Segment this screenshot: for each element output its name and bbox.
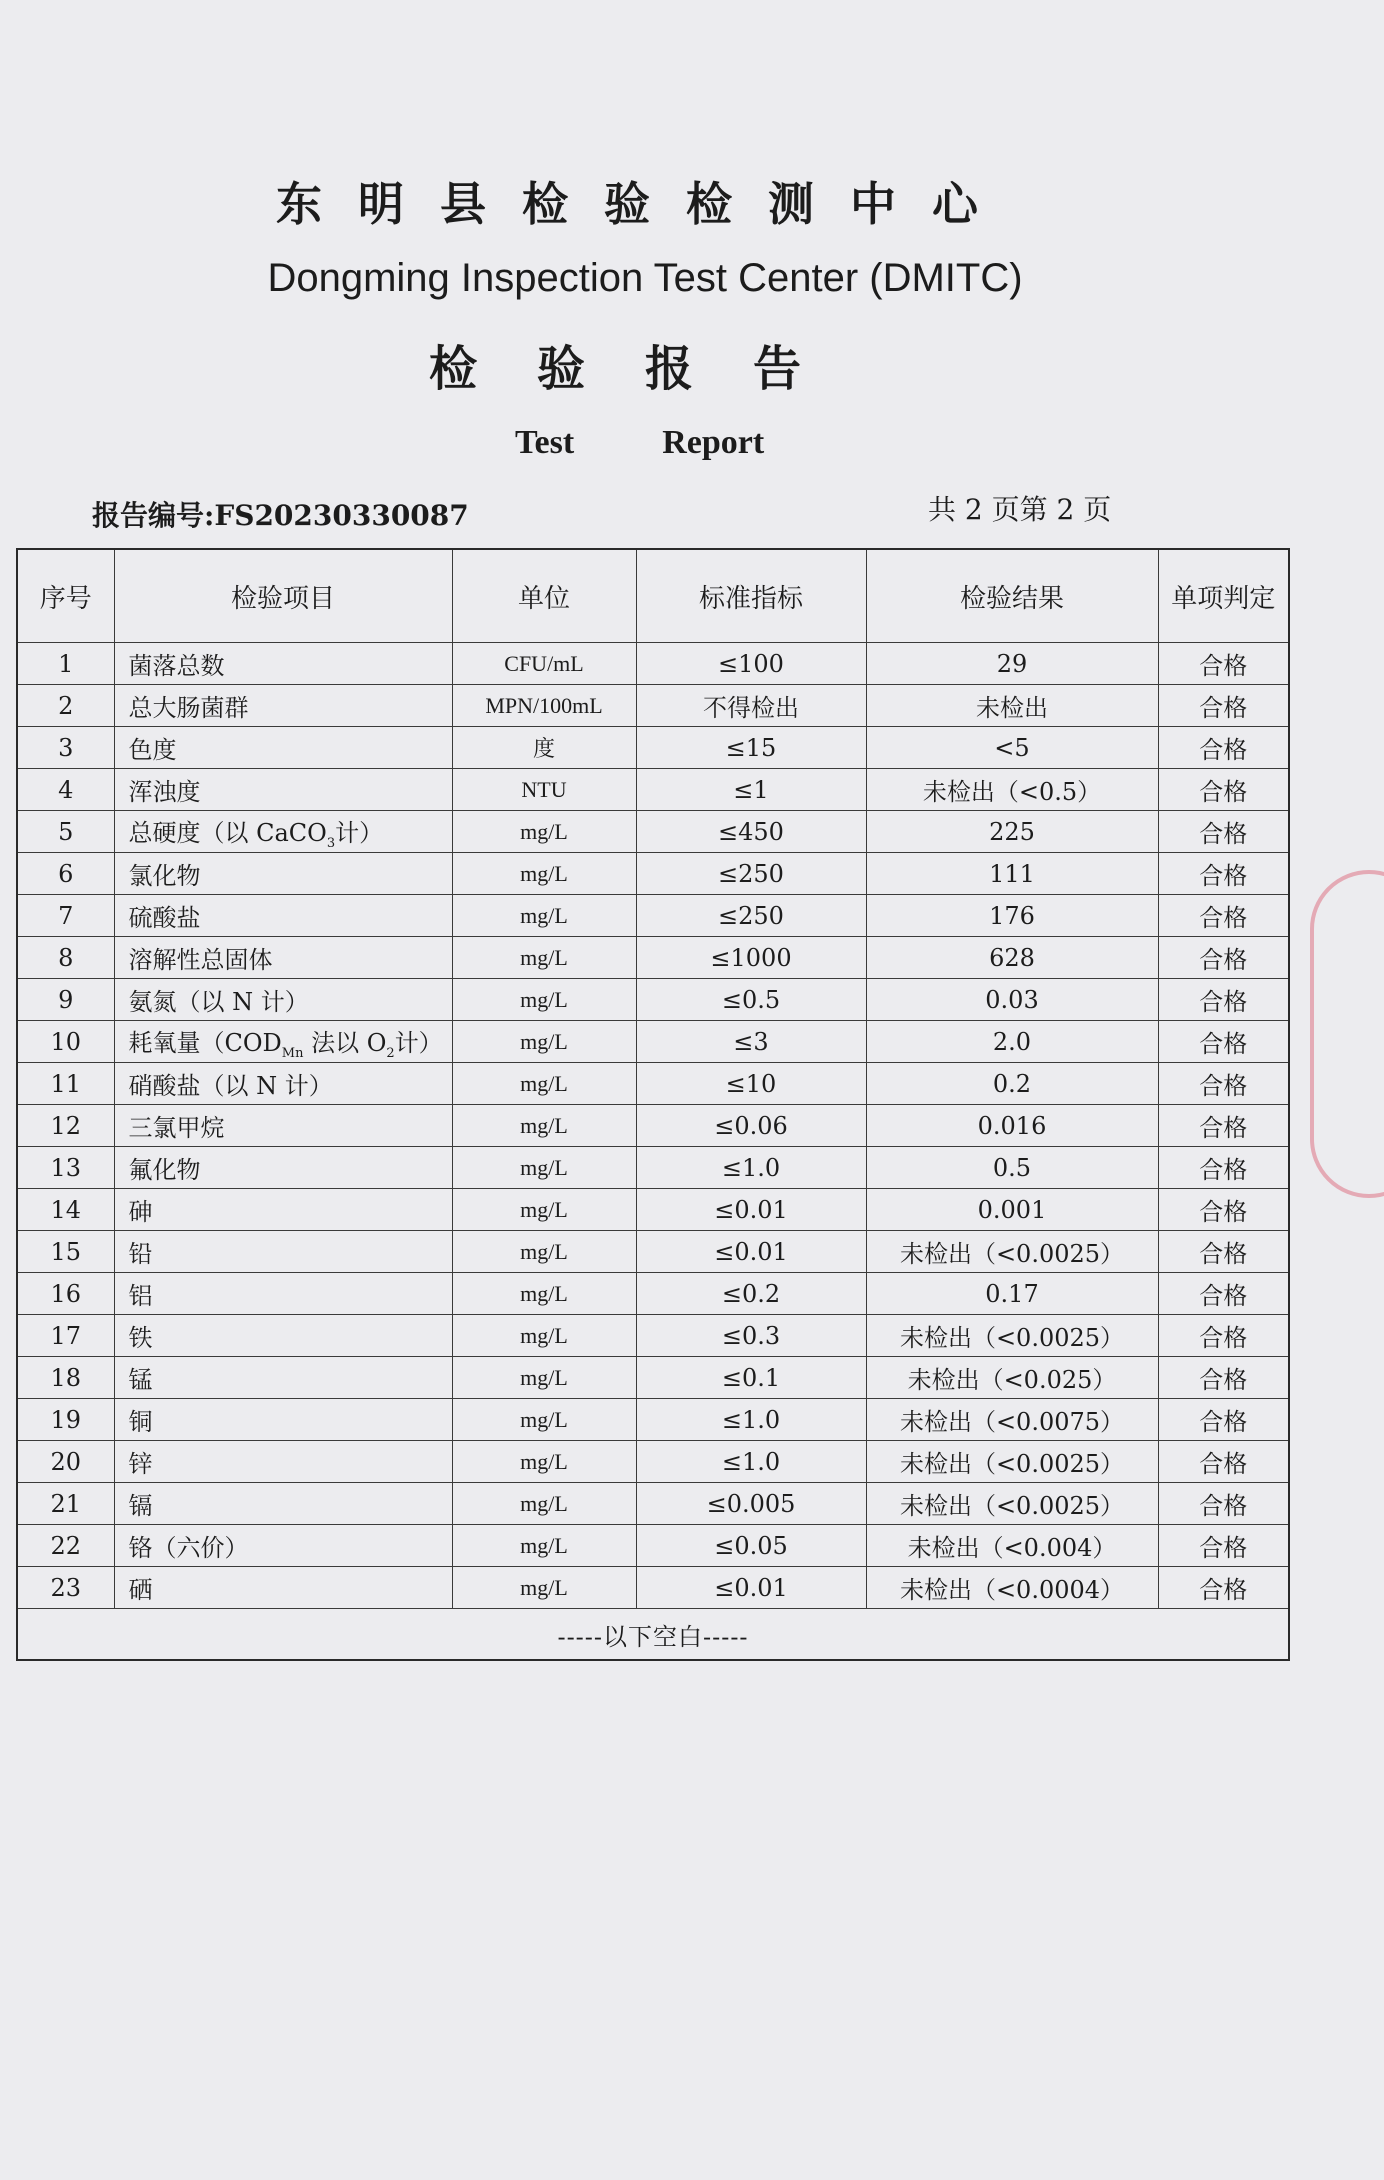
unit: mg/L bbox=[452, 1231, 636, 1273]
test-item: 锌 bbox=[114, 1441, 452, 1483]
table-footer-row bbox=[17, 1609, 1289, 1661]
unit: mg/L bbox=[452, 1483, 636, 1525]
table-row bbox=[17, 979, 1289, 1021]
test-result: 未检出（<0.0025） bbox=[866, 1483, 1158, 1525]
row-number: 7 bbox=[17, 895, 114, 937]
table-row bbox=[17, 727, 1289, 769]
table-row bbox=[17, 1231, 1289, 1273]
test-item bbox=[114, 811, 452, 853]
unit: 度 bbox=[452, 727, 636, 769]
unit: CFU/mL bbox=[452, 643, 636, 685]
unit: mg/L bbox=[452, 1315, 636, 1357]
table-row bbox=[17, 1105, 1289, 1147]
report-title-en-word-2: Report bbox=[662, 424, 765, 461]
test-result: 未检出（<0.0025） bbox=[866, 1441, 1158, 1483]
report-number-value: FS20230330087 bbox=[214, 499, 469, 532]
row-number: 10 bbox=[17, 1021, 114, 1063]
test-item: 锰 bbox=[114, 1357, 452, 1399]
test-result: 未检出（<0.0025） bbox=[866, 1315, 1158, 1357]
table-row bbox=[17, 1483, 1289, 1525]
standard-limit: ≤0.2 bbox=[636, 1273, 866, 1315]
test-result: <5 bbox=[866, 727, 1158, 769]
test-result: 未检出（<0.5） bbox=[866, 769, 1158, 811]
unit: mg/L bbox=[452, 1441, 636, 1483]
row-number: 19 bbox=[17, 1399, 114, 1441]
report-title-en-word-1: Test bbox=[515, 424, 575, 461]
org-title-cn: 东明县检验检测中心 bbox=[276, 177, 1014, 231]
unit: mg/L bbox=[452, 1105, 636, 1147]
table-row bbox=[17, 1273, 1289, 1315]
standard-limit: ≤100 bbox=[636, 643, 866, 685]
col-header-result: 检验结果 bbox=[866, 549, 1158, 643]
test-item-part: 3 bbox=[326, 835, 336, 851]
standard-limit: ≤0.01 bbox=[636, 1567, 866, 1609]
test-result: 未检出（<0.0075） bbox=[866, 1399, 1158, 1441]
table-row bbox=[17, 853, 1289, 895]
standard-limit: ≤0.05 bbox=[636, 1525, 866, 1567]
test-result: 未检出 bbox=[866, 685, 1158, 727]
row-number: 12 bbox=[17, 1105, 114, 1147]
verdict: 合格 bbox=[1158, 1189, 1289, 1231]
table-row bbox=[17, 1147, 1289, 1189]
row-number: 3 bbox=[17, 727, 114, 769]
test-item: 氯化物 bbox=[114, 853, 452, 895]
unit: mg/L bbox=[452, 1399, 636, 1441]
row-number: 13 bbox=[17, 1147, 114, 1189]
row-number: 5 bbox=[17, 811, 114, 853]
standard-limit: ≤250 bbox=[636, 895, 866, 937]
standard-limit: ≤0.06 bbox=[636, 1105, 866, 1147]
unit: mg/L bbox=[452, 1567, 636, 1609]
blank-below-note: -----以下空白----- bbox=[17, 1609, 1289, 1661]
row-number: 23 bbox=[17, 1567, 114, 1609]
standard-limit: ≤1.0 bbox=[636, 1399, 866, 1441]
row-number: 6 bbox=[17, 853, 114, 895]
test-item: 氟化物 bbox=[114, 1147, 452, 1189]
unit: mg/L bbox=[452, 937, 636, 979]
table-row bbox=[17, 1567, 1289, 1609]
standard-limit: 不得检出 bbox=[636, 685, 866, 727]
test-item: 砷 bbox=[114, 1189, 452, 1231]
verdict: 合格 bbox=[1158, 1105, 1289, 1147]
table-row bbox=[17, 1357, 1289, 1399]
table-row bbox=[17, 937, 1289, 979]
verdict: 合格 bbox=[1158, 1399, 1289, 1441]
test-result: 176 bbox=[866, 895, 1158, 937]
row-number: 1 bbox=[17, 643, 114, 685]
test-result: 0.5 bbox=[866, 1147, 1158, 1189]
report-number-label: 报告编号: bbox=[92, 499, 215, 532]
verdict: 合格 bbox=[1158, 1315, 1289, 1357]
test-result: 29 bbox=[866, 643, 1158, 685]
report-title-cn: 检验报告 bbox=[428, 341, 861, 397]
unit: MPN/100mL bbox=[452, 685, 636, 727]
unit: mg/L bbox=[452, 979, 636, 1021]
table-row bbox=[17, 1441, 1289, 1483]
row-number: 11 bbox=[17, 1063, 114, 1105]
verdict: 合格 bbox=[1158, 853, 1289, 895]
verdict: 合格 bbox=[1158, 685, 1289, 727]
verdict: 合格 bbox=[1158, 811, 1289, 853]
org-title-en: Dongming Inspection Test Center (DMITC) bbox=[267, 256, 1023, 300]
table-row bbox=[17, 895, 1289, 937]
row-number: 14 bbox=[17, 1189, 114, 1231]
unit: mg/L bbox=[452, 1147, 636, 1189]
test-item: 铅 bbox=[114, 1231, 452, 1273]
table-row bbox=[17, 1063, 1289, 1105]
standard-limit: ≤0.5 bbox=[636, 979, 866, 1021]
test-item: 铝 bbox=[114, 1273, 452, 1315]
unit: mg/L bbox=[452, 1525, 636, 1567]
standard-limit: ≤0.005 bbox=[636, 1483, 866, 1525]
verdict: 合格 bbox=[1158, 1483, 1289, 1525]
test-result: 0.2 bbox=[866, 1063, 1158, 1105]
col-header-no: 序号 bbox=[17, 549, 114, 643]
page-indicator: 共 2 页第 2 页 bbox=[928, 493, 1112, 526]
standard-limit: ≤0.01 bbox=[636, 1189, 866, 1231]
test-item: 总大肠菌群 bbox=[114, 685, 452, 727]
test-item: 氨氮（以 N 计） bbox=[114, 979, 452, 1021]
row-number: 21 bbox=[17, 1483, 114, 1525]
test-result: 0.03 bbox=[866, 979, 1158, 1021]
test-result: 111 bbox=[866, 853, 1158, 895]
standard-limit: ≤1000 bbox=[636, 937, 866, 979]
row-number: 8 bbox=[17, 937, 114, 979]
col-header-verdict: 单项判定 bbox=[1158, 549, 1289, 643]
row-number: 20 bbox=[17, 1441, 114, 1483]
standard-limit: ≤1 bbox=[636, 769, 866, 811]
test-result: 未检出（<0.025） bbox=[866, 1357, 1158, 1399]
verdict: 合格 bbox=[1158, 1441, 1289, 1483]
test-item: 菌落总数 bbox=[114, 643, 452, 685]
test-item: 铜 bbox=[114, 1399, 452, 1441]
unit: mg/L bbox=[452, 1273, 636, 1315]
standard-limit: ≤0.1 bbox=[636, 1357, 866, 1399]
col-header-standard: 标准指标 bbox=[636, 549, 866, 643]
standard-limit: ≤1.0 bbox=[636, 1441, 866, 1483]
standard-limit: ≤15 bbox=[636, 727, 866, 769]
test-result: 2.0 bbox=[866, 1021, 1158, 1063]
test-result: 未检出（<0.0004） bbox=[866, 1567, 1158, 1609]
verdict: 合格 bbox=[1158, 1357, 1289, 1399]
test-result: 未检出（<0.0025） bbox=[866, 1231, 1158, 1273]
unit: mg/L bbox=[452, 811, 636, 853]
verdict: 合格 bbox=[1158, 1147, 1289, 1189]
unit: NTU bbox=[452, 769, 636, 811]
test-item-part: 总硬度（以 CaCO bbox=[128, 818, 327, 847]
test-item-part: 计） bbox=[394, 1028, 443, 1057]
test-item: 色度 bbox=[114, 727, 452, 769]
row-number: 18 bbox=[17, 1357, 114, 1399]
test-item: 硫酸盐 bbox=[114, 895, 452, 937]
test-result: 225 bbox=[866, 811, 1158, 853]
standard-limit: ≤0.01 bbox=[636, 1231, 866, 1273]
verdict: 合格 bbox=[1158, 643, 1289, 685]
table-row bbox=[17, 643, 1289, 685]
row-number: 9 bbox=[17, 979, 114, 1021]
verdict: 合格 bbox=[1158, 1063, 1289, 1105]
test-item: 镉 bbox=[114, 1483, 452, 1525]
test-item-part: 法以 O bbox=[303, 1028, 387, 1057]
col-header-item: 检验项目 bbox=[114, 549, 452, 643]
test-item: 铬（六价） bbox=[114, 1525, 452, 1567]
verdict: 合格 bbox=[1158, 1231, 1289, 1273]
verdict: 合格 bbox=[1158, 1021, 1289, 1063]
test-item: 硒 bbox=[114, 1567, 452, 1609]
unit: mg/L bbox=[452, 853, 636, 895]
verdict: 合格 bbox=[1158, 1525, 1289, 1567]
table-header-row bbox=[17, 549, 1289, 643]
test-item: 硝酸盐（以 N 计） bbox=[114, 1063, 452, 1105]
red-seal-stamp bbox=[1310, 870, 1384, 1198]
table-row bbox=[17, 1189, 1289, 1231]
test-result: 未检出（<0.004） bbox=[866, 1525, 1158, 1567]
standard-limit: ≤250 bbox=[636, 853, 866, 895]
test-item: 铁 bbox=[114, 1315, 452, 1357]
test-result: 0.17 bbox=[866, 1273, 1158, 1315]
test-item: 溶解性总固体 bbox=[114, 937, 452, 979]
verdict: 合格 bbox=[1158, 769, 1289, 811]
table-row bbox=[17, 1525, 1289, 1567]
test-result: 628 bbox=[866, 937, 1158, 979]
unit: mg/L bbox=[452, 1063, 636, 1105]
row-number: 22 bbox=[17, 1525, 114, 1567]
verdict: 合格 bbox=[1158, 895, 1289, 937]
unit: mg/L bbox=[452, 1021, 636, 1063]
row-number: 4 bbox=[17, 769, 114, 811]
row-number: 2 bbox=[17, 685, 114, 727]
test-result: 0.001 bbox=[866, 1189, 1158, 1231]
col-header-unit: 单位 bbox=[452, 549, 636, 643]
results-table bbox=[16, 548, 1290, 1661]
test-item: 浑浊度 bbox=[114, 769, 452, 811]
standard-limit: ≤1.0 bbox=[636, 1147, 866, 1189]
test-item: 三氯甲烷 bbox=[114, 1105, 452, 1147]
test-result: 0.016 bbox=[866, 1105, 1158, 1147]
table-row bbox=[17, 1021, 1289, 1063]
unit: mg/L bbox=[452, 895, 636, 937]
row-number: 15 bbox=[17, 1231, 114, 1273]
row-number: 17 bbox=[17, 1315, 114, 1357]
verdict: 合格 bbox=[1158, 979, 1289, 1021]
test-item bbox=[114, 1021, 452, 1063]
standard-limit: ≤3 bbox=[636, 1021, 866, 1063]
standard-limit: ≤450 bbox=[636, 811, 866, 853]
table-row bbox=[17, 811, 1289, 853]
test-item-part: 耗氧量（COD bbox=[128, 1028, 282, 1057]
test-item-part: 计） bbox=[335, 818, 384, 847]
table-row bbox=[17, 769, 1289, 811]
verdict: 合格 bbox=[1158, 727, 1289, 769]
unit: mg/L bbox=[452, 1189, 636, 1231]
row-number: 16 bbox=[17, 1273, 114, 1315]
unit: mg/L bbox=[452, 1357, 636, 1399]
report-number bbox=[92, 494, 469, 534]
table-row bbox=[17, 685, 1289, 727]
table-row bbox=[17, 1399, 1289, 1441]
verdict: 合格 bbox=[1158, 1567, 1289, 1609]
test-item-part: 2 bbox=[386, 1045, 395, 1061]
verdict: 合格 bbox=[1158, 1273, 1289, 1315]
table-row bbox=[17, 1315, 1289, 1357]
test-item-part: Mn bbox=[281, 1045, 304, 1061]
standard-limit: ≤0.3 bbox=[636, 1315, 866, 1357]
standard-limit: ≤10 bbox=[636, 1063, 866, 1105]
verdict: 合格 bbox=[1158, 937, 1289, 979]
report-title-en bbox=[515, 424, 764, 462]
